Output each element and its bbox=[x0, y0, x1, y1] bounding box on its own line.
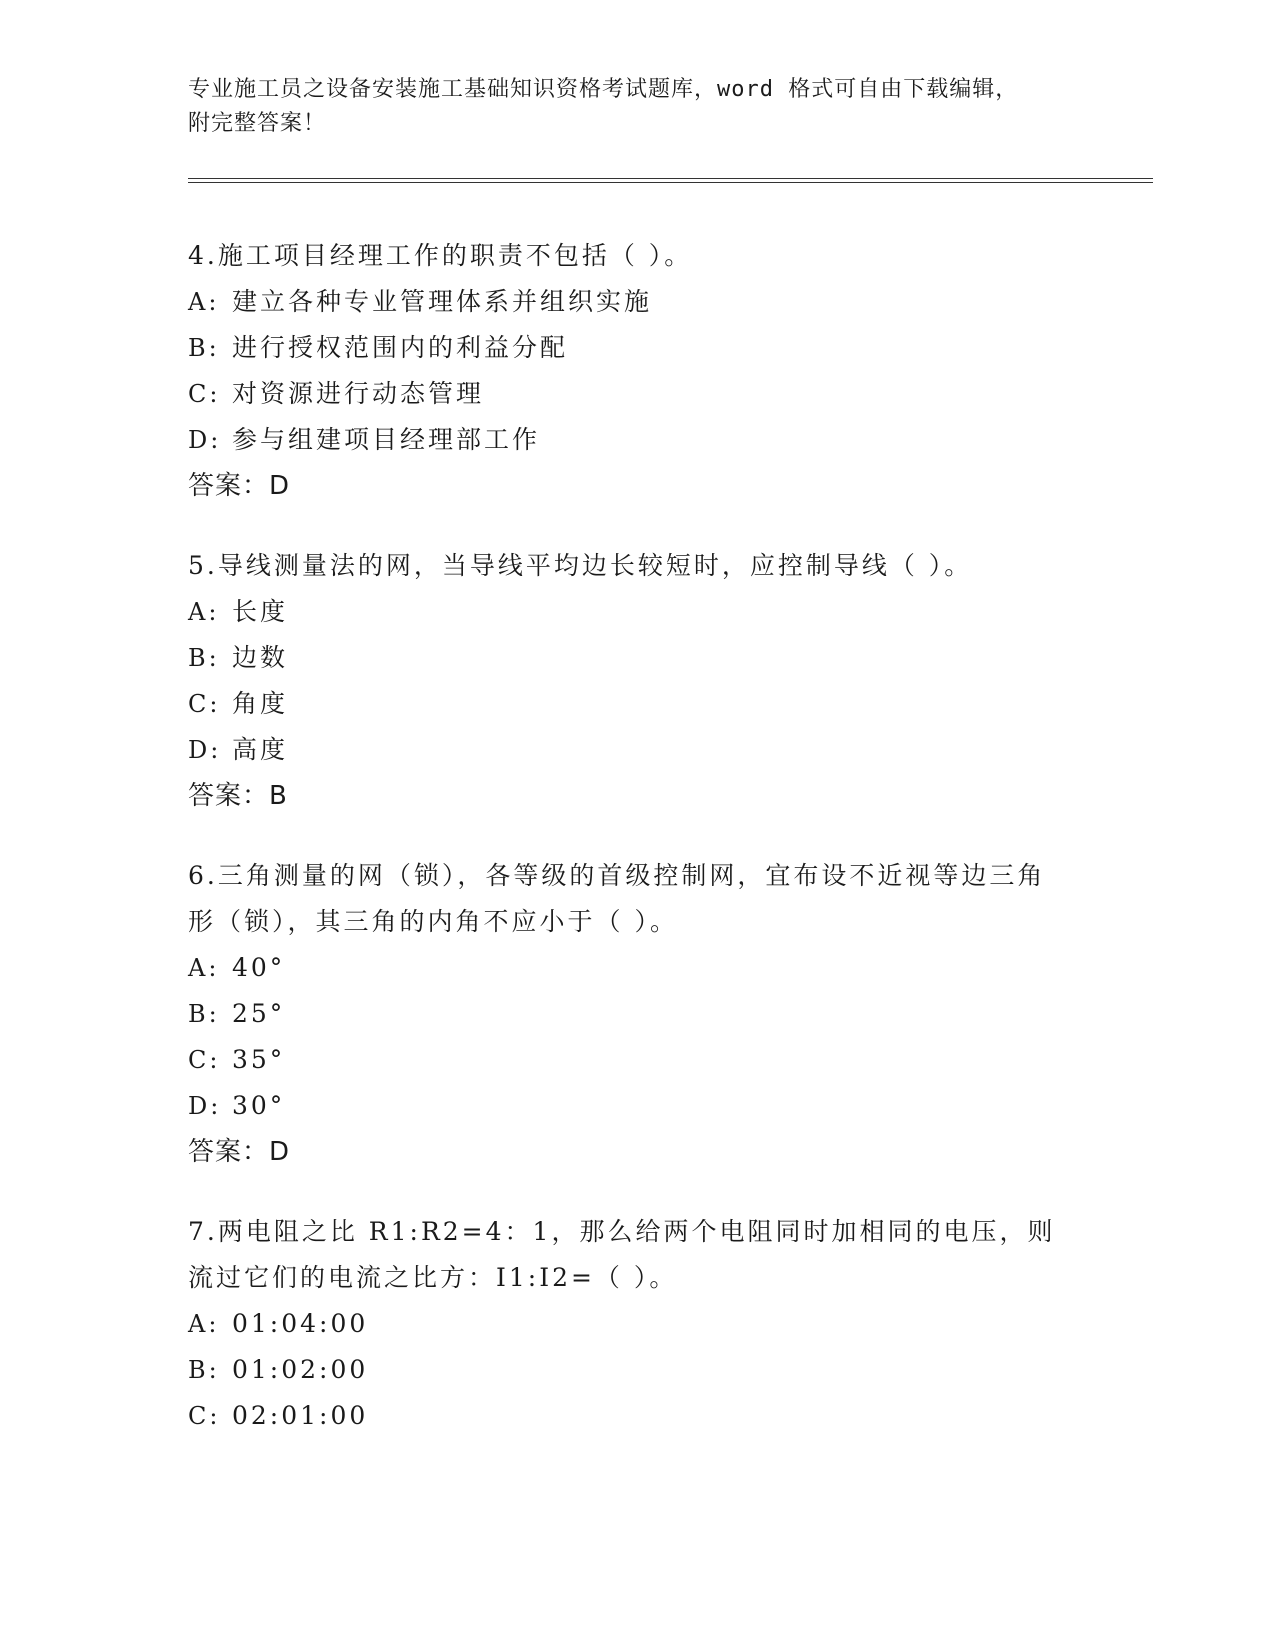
option-b bbox=[188, 325, 1108, 371]
option-key: A: bbox=[188, 598, 220, 626]
header-rule-bottom bbox=[188, 182, 1153, 183]
option-text: 40° bbox=[232, 953, 286, 982]
option-a bbox=[188, 945, 1108, 991]
option-key: C: bbox=[188, 690, 221, 718]
question-item bbox=[188, 1209, 1108, 1439]
header-line-1: 专业施工员之设备安装施工基础知识资格考试题库，word 格式可自由下载编辑， bbox=[188, 77, 1019, 102]
option-text: 高度 bbox=[232, 735, 289, 764]
option-text: 01:02:00 bbox=[232, 1355, 369, 1384]
option-key: A: bbox=[188, 288, 220, 316]
option-text: 对资源进行动态管理 bbox=[232, 379, 485, 408]
question-stem: 6.三角测量的网（锁），各等级的首级控制网，宜布设不近视等边三角形（锁），其三角的内角不应小于（ ）。 bbox=[188, 861, 1046, 936]
answer-line: 答案：D bbox=[188, 471, 291, 501]
option-text: 建立各种专业管理体系并组织实施 bbox=[232, 287, 653, 316]
question-item bbox=[188, 543, 1108, 819]
option-b bbox=[188, 1347, 1108, 1393]
option-text: 01:04:00 bbox=[232, 1309, 369, 1338]
answer-line: 答案：D bbox=[188, 1137, 291, 1167]
option-c bbox=[188, 1037, 1108, 1083]
option-text: 参与组建项目经理部工作 bbox=[232, 425, 541, 454]
option-a bbox=[188, 1301, 1108, 1347]
option-text: 角度 bbox=[232, 689, 289, 718]
option-key: B: bbox=[188, 334, 220, 362]
question-item bbox=[188, 853, 1108, 1175]
option-key: D: bbox=[188, 736, 222, 764]
option-text: 长度 bbox=[232, 597, 289, 626]
option-c bbox=[188, 1393, 1108, 1439]
option-c bbox=[188, 681, 1108, 727]
option-d bbox=[188, 417, 1108, 463]
answer-line: 答案：B bbox=[188, 781, 288, 811]
header-line-2: 附完整答案！ bbox=[188, 111, 327, 136]
option-key: C: bbox=[188, 380, 221, 408]
option-d bbox=[188, 1083, 1108, 1129]
option-text: 25° bbox=[232, 999, 286, 1028]
option-c bbox=[188, 371, 1108, 417]
option-text: 边数 bbox=[232, 643, 289, 672]
option-key: B: bbox=[188, 644, 220, 672]
header-rule-top bbox=[188, 178, 1153, 179]
question-item bbox=[188, 233, 1108, 509]
option-key: C: bbox=[188, 1046, 221, 1074]
option-a bbox=[188, 589, 1108, 635]
option-key: B: bbox=[188, 1356, 220, 1384]
question-stem: 7.两电阻之比 R1:R2=4：1，那么给两个电阻同时加相同的电压，则流过它们的电流之比方：I1:I2=（ ）。 bbox=[188, 1217, 1056, 1292]
option-text: 02:01:00 bbox=[232, 1401, 369, 1430]
option-b bbox=[188, 635, 1108, 681]
option-d bbox=[188, 727, 1108, 773]
question-stem: 5.导线测量法的网，当导线平均边长较短时，应控制导线（ ）。 bbox=[188, 551, 973, 580]
option-text: 进行授权范围内的利益分配 bbox=[232, 333, 569, 362]
option-a bbox=[188, 279, 1108, 325]
document-header bbox=[188, 73, 1088, 141]
option-key: D: bbox=[188, 426, 222, 454]
option-key: B: bbox=[188, 1000, 220, 1028]
option-b bbox=[188, 991, 1108, 1037]
question-list bbox=[188, 233, 1108, 1473]
option-key: C: bbox=[188, 1402, 221, 1430]
option-text: 30° bbox=[232, 1091, 286, 1120]
option-key: A: bbox=[188, 1310, 220, 1338]
option-key: D: bbox=[188, 1092, 222, 1120]
option-key: A: bbox=[188, 954, 220, 982]
question-stem: 4.施工项目经理工作的职责不包括（ ）。 bbox=[188, 241, 693, 270]
option-text: 35° bbox=[232, 1045, 286, 1074]
